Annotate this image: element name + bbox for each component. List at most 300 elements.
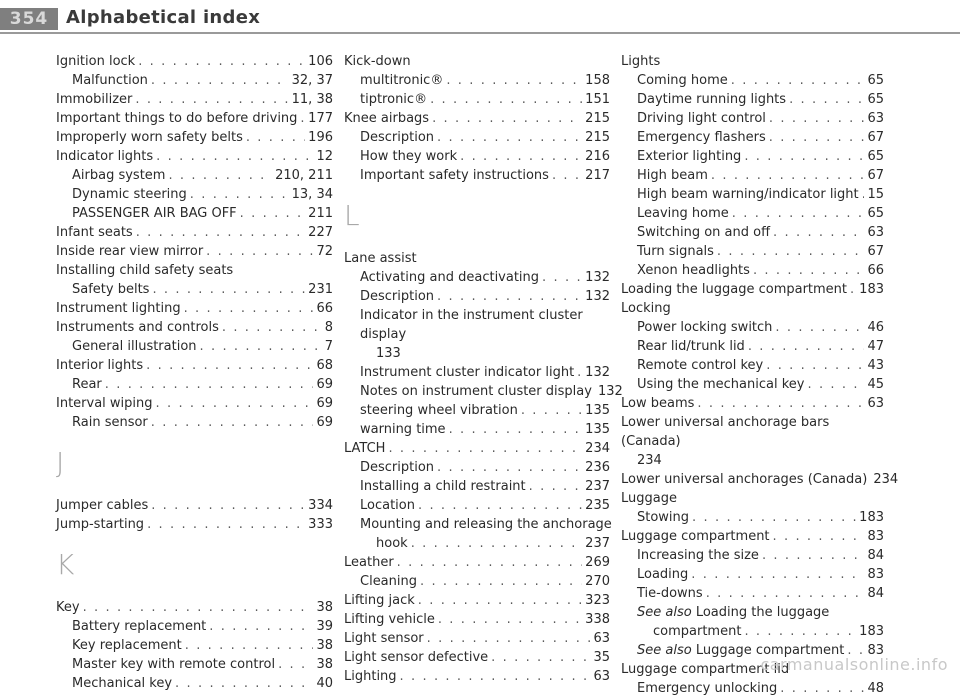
entry-text: Ignition lock	[56, 54, 136, 69]
index-subentry	[360, 128, 610, 147]
page-ref[interactable]: 133	[376, 346, 401, 361]
entry-text: Light sensor	[344, 631, 424, 646]
page-ref[interactable]: 67	[867, 168, 884, 183]
leader-dots	[552, 166, 582, 185]
page-ref[interactable]: 11, 38	[291, 92, 333, 107]
entry-text: Mounting and releasing the anchorage	[360, 517, 612, 532]
leader-dots	[577, 363, 582, 382]
leader-dots	[731, 71, 865, 90]
index-subentry	[637, 565, 884, 584]
leader-dots	[744, 147, 864, 166]
index-subentry	[72, 280, 333, 299]
index-subentry	[637, 147, 884, 166]
index-subentry	[637, 109, 884, 128]
index-entry	[621, 394, 884, 413]
page-ref[interactable]: 46	[867, 320, 884, 335]
entry-text: Coming home	[637, 73, 728, 88]
index-subentry	[72, 166, 333, 185]
leader-dots	[418, 496, 582, 515]
entry-text: Turn signals	[637, 244, 714, 259]
index-column-1	[56, 52, 333, 693]
leader-dots	[138, 52, 305, 71]
entry-text: Lifting jack	[344, 593, 415, 608]
page-ref[interactable]: 211	[308, 206, 333, 221]
page-ref[interactable]: 63	[867, 225, 884, 240]
index-entry	[344, 439, 610, 458]
page-ref[interactable]: 63	[867, 396, 884, 411]
entry-text: Stowing	[637, 510, 690, 525]
entry-text: Important safety instructions	[360, 168, 549, 183]
page-ref[interactable]: 235	[585, 498, 610, 513]
leader-dots	[246, 128, 305, 147]
page-ref[interactable]: 215	[585, 111, 610, 126]
page-ref[interactable]: 270	[585, 574, 610, 589]
leader-dots	[151, 496, 305, 515]
entry-text: Lane assist	[344, 251, 417, 266]
index-subentry	[637, 204, 884, 223]
entry-text: Daytime running lights	[637, 92, 787, 107]
entry-text: Activating and deactivating	[360, 270, 540, 285]
index-subentry	[360, 363, 610, 382]
leader-dots	[449, 420, 583, 439]
entry-text: PASSENGER AIR BAG OFF	[72, 206, 237, 221]
index-subentry	[72, 204, 333, 223]
page-ref[interactable]: 66	[316, 301, 333, 316]
index-subentry	[637, 71, 884, 90]
index-subentry	[360, 287, 610, 306]
page-ref[interactable]: 234	[873, 472, 899, 487]
leader-dots	[862, 185, 865, 204]
index-subentry	[360, 401, 610, 420]
entry-text: High beam	[637, 168, 708, 183]
index-subentry	[637, 166, 884, 185]
leader-dots	[769, 109, 865, 128]
index-entry	[344, 648, 610, 667]
index-entry	[621, 299, 884, 318]
index-subentry	[637, 603, 884, 622]
leader-dots	[732, 204, 865, 223]
leader-dots	[151, 71, 289, 90]
leader-dots	[773, 527, 865, 546]
index-subentry	[637, 508, 884, 527]
leader-dots	[206, 242, 313, 261]
header-divider	[0, 32, 960, 34]
index-entry	[344, 249, 610, 268]
index-subentry	[72, 375, 333, 394]
leader-dots	[692, 508, 856, 527]
page-ref[interactable]: 151	[585, 92, 610, 107]
leader-dots	[775, 318, 864, 337]
entry-text: Safety belts	[72, 282, 150, 297]
page-ref[interactable]: 8	[324, 320, 333, 335]
entry-text: Leather	[344, 555, 394, 570]
leader-dots	[460, 147, 582, 166]
page-ref[interactable]: 234	[585, 441, 610, 456]
page-ref[interactable]: 217	[585, 168, 610, 183]
page-ref[interactable]: 38	[316, 657, 333, 672]
page-ref[interactable]: 48	[867, 681, 884, 696]
index-subentry	[637, 261, 884, 280]
index-subentry	[637, 318, 884, 337]
leader-dots	[156, 147, 313, 166]
page-ref[interactable]: 39	[316, 619, 333, 634]
index-letter-heading: J	[56, 446, 65, 479]
index-subentry	[360, 496, 610, 515]
page-ref[interactable]: 135	[585, 422, 610, 437]
leader-dots	[850, 280, 856, 299]
page-ref[interactable]: 67	[867, 244, 884, 259]
entry-text: Installing child safety seats	[56, 263, 234, 278]
page-ref[interactable]: 83	[867, 529, 884, 544]
page-ref[interactable]: 135	[585, 403, 610, 418]
page-ref[interactable]: 333	[308, 517, 333, 532]
page-ref[interactable]: 132	[585, 289, 610, 304]
leader-dots	[185, 636, 314, 655]
leader-dots	[437, 287, 582, 306]
leader-dots	[147, 515, 305, 534]
page-ref[interactable]: 66	[867, 263, 884, 278]
entry-text: Tie-downs	[637, 586, 703, 601]
index-entry	[56, 394, 333, 413]
index-entry	[621, 52, 884, 71]
index-subentry	[360, 166, 610, 185]
page-ref[interactable]: 132	[585, 270, 610, 285]
index-subentry	[360, 420, 610, 439]
entry-text: Power locking switch	[637, 320, 773, 335]
page-ref[interactable]: 234	[637, 453, 662, 468]
entry-text: Instruments and controls	[56, 320, 219, 335]
page-ref[interactable]: 183	[859, 510, 884, 525]
entry-text: Indicator in the instrument cluster display	[360, 308, 583, 342]
index-entry	[56, 356, 333, 375]
entry-text: multitronic®	[360, 73, 444, 88]
entry-text: Knee airbags	[344, 111, 430, 126]
index-entry	[56, 90, 333, 109]
leader-dots	[697, 394, 864, 413]
entry-text: General illustration	[72, 339, 197, 354]
entry-text: Important things to do before driving	[56, 111, 298, 126]
page-ref[interactable]: 65	[867, 206, 884, 221]
index-subentry	[72, 636, 333, 655]
page-ref[interactable]: 84	[867, 586, 884, 601]
index-subentry	[72, 337, 333, 356]
leader-dots	[151, 413, 314, 432]
leader-dots	[136, 223, 305, 242]
entry-text: Luggage compartment	[621, 529, 770, 544]
entry-text: Emergency flashers	[637, 130, 766, 145]
index-entry	[621, 470, 899, 489]
see-also-label: See also	[637, 643, 692, 658]
page-ref[interactable]: 15	[867, 187, 884, 202]
leader-dots	[135, 90, 288, 109]
entry-text: Improperly worn safety belts	[56, 130, 243, 145]
page-ref[interactable]: 7	[324, 339, 333, 354]
index-subentry	[72, 185, 333, 204]
entry-text: Driving light control	[637, 111, 766, 126]
leader-dots	[209, 617, 313, 636]
page-ref[interactable]: 32, 37	[291, 73, 333, 88]
index-entry	[344, 629, 610, 648]
leader-dots	[222, 318, 322, 337]
entry-text: Description	[360, 130, 435, 145]
index-subentry	[637, 185, 884, 204]
page-ref[interactable]: 183	[859, 624, 884, 639]
entry-text: Locking	[621, 301, 671, 316]
leader-dots	[491, 648, 590, 667]
page-ref[interactable]: 237	[585, 536, 610, 551]
page-ref[interactable]: 40	[316, 676, 333, 691]
index-subentry	[376, 534, 610, 553]
index-subentry	[72, 71, 333, 90]
page-ref[interactable]: 132	[585, 365, 610, 380]
leader-dots	[184, 299, 314, 318]
entry-text: Xenon headlights	[637, 263, 750, 278]
entry-text: warning time	[360, 422, 446, 437]
index-entry	[344, 610, 610, 629]
leader-dots	[200, 337, 322, 356]
entry-text: Lights	[621, 54, 661, 69]
entry-text: Inside rear view mirror	[56, 244, 204, 259]
index-entry	[56, 261, 333, 280]
index-entry	[344, 52, 610, 71]
page-ref[interactable]: 237	[585, 479, 610, 494]
index-subentry	[637, 584, 884, 603]
leader-dots	[773, 223, 864, 242]
index-entry	[56, 515, 333, 534]
entry-text: How they work	[360, 149, 458, 164]
entry-text: Luggage compartment	[695, 643, 845, 658]
entry-text: Rain sensor	[72, 415, 148, 430]
index-subentry	[637, 90, 884, 109]
index-subentry	[72, 674, 333, 693]
page-ref[interactable]: 12	[316, 149, 333, 164]
leader-dots	[420, 572, 582, 591]
page-ref[interactable]: 38	[316, 638, 333, 653]
leader-dots	[430, 90, 582, 109]
page-ref[interactable]: 65	[867, 149, 884, 164]
entry-text: Cleaning	[360, 574, 417, 589]
page-ref[interactable]: 84	[867, 548, 884, 563]
entry-text: Remote control key	[637, 358, 764, 373]
leader-dots	[168, 166, 272, 185]
page-ref[interactable]: 334	[308, 498, 333, 513]
leader-dots	[240, 204, 306, 223]
entry-text: Malfunction	[72, 73, 148, 88]
index-subentry	[360, 382, 623, 401]
page-ref[interactable]: 63	[593, 669, 610, 684]
index-entry	[344, 667, 610, 686]
leader-dots	[388, 439, 582, 458]
entry-text: Instrument lighting	[56, 301, 181, 316]
entry-text: Light sensor defective	[344, 650, 489, 665]
entry-text: Lighting	[344, 669, 397, 684]
page-ref[interactable]: 65	[867, 92, 884, 107]
entry-text: Increasing the size	[637, 548, 759, 563]
leader-dots	[753, 261, 865, 280]
leader-dots	[400, 667, 591, 686]
page-ref[interactable]: 106	[308, 54, 333, 69]
index-entry	[621, 489, 884, 508]
leader-dots	[83, 598, 314, 617]
index-subentry	[360, 147, 610, 166]
index-entry	[56, 242, 333, 261]
index-subentry	[360, 268, 610, 287]
index-letter-heading: K	[56, 548, 75, 581]
leader-dots	[748, 337, 865, 356]
index-subentry	[637, 356, 884, 375]
index-letter-heading: L	[344, 199, 360, 232]
entry-text: Loading	[637, 567, 689, 582]
leader-dots	[105, 375, 314, 394]
entry-text: Airbag system	[72, 168, 166, 183]
page-ref[interactable]: 158	[585, 73, 610, 88]
page-title: Alphabetical index	[66, 7, 261, 28]
leader-dots	[691, 565, 864, 584]
entry-text: Infant seats	[56, 225, 133, 240]
index-subentry	[72, 617, 333, 636]
index-subentry	[360, 458, 610, 477]
page-ref[interactable]: 215	[585, 130, 610, 145]
entry-text: Using the mechanical key	[637, 377, 805, 392]
entry-text: Immobilizer	[56, 92, 133, 107]
page-ref[interactable]: 63	[867, 111, 884, 126]
leader-dots	[542, 268, 582, 287]
page-ref[interactable]: 69	[316, 415, 333, 430]
page-ref[interactable]: 47	[867, 339, 884, 354]
page-ref[interactable]: 68	[316, 358, 333, 373]
index-entry	[344, 591, 610, 610]
entry-text: LATCH	[344, 441, 386, 456]
page-ref[interactable]: 65	[867, 73, 884, 88]
index-subentry	[637, 679, 884, 698]
leader-dots	[711, 166, 865, 185]
page-ref[interactable]: 69	[316, 377, 333, 392]
leader-dots	[807, 375, 864, 394]
leader-dots	[300, 109, 305, 128]
entry-text: Switching on and off	[637, 225, 771, 240]
page-ref[interactable]: 269	[585, 555, 610, 570]
entry-text: Leaving home	[637, 206, 729, 221]
index-subentry	[360, 477, 610, 496]
leader-dots	[446, 71, 582, 90]
page-ref[interactable]: 210, 211	[275, 168, 333, 183]
entry-text: Master key with remote control	[72, 657, 276, 672]
entry-text: Low beams	[621, 396, 695, 411]
page-ref[interactable]: 43	[867, 358, 884, 373]
index-subentry	[637, 223, 884, 242]
entry-text: Rear lid/trunk lid	[637, 339, 745, 354]
leader-dots	[521, 401, 582, 420]
page-ref[interactable]: 13, 34	[291, 187, 333, 202]
index-column-2	[344, 52, 623, 686]
page-ref[interactable]: 69	[316, 396, 333, 411]
page-ref[interactable]: 38	[316, 600, 333, 615]
leader-dots	[432, 109, 582, 128]
entry-text: Rear	[72, 377, 102, 392]
entry-text: Interior lights	[56, 358, 144, 373]
entry-text: Interval wiping	[56, 396, 153, 411]
entry-text: Instrument cluster indicator light	[360, 365, 575, 380]
index-entry	[56, 52, 333, 71]
entry-text: Loading the luggage compartment	[621, 282, 848, 297]
index-entry	[621, 527, 884, 546]
page-ref[interactable]: 83	[867, 567, 884, 582]
entry-text: Kick-down	[344, 54, 411, 69]
index-subentry	[72, 655, 333, 674]
page-ref[interactable]: 323	[585, 593, 610, 608]
entry-text: Exterior lighting	[637, 149, 742, 164]
page-ref[interactable]: 45	[867, 377, 884, 392]
leader-dots	[146, 356, 313, 375]
entry-text: Lower universal anchorages (Canada)	[621, 472, 868, 487]
index-subentry	[637, 337, 884, 356]
leader-dots	[717, 242, 865, 261]
page-ref[interactable]: 63	[593, 631, 610, 646]
leader-dots	[152, 280, 305, 299]
leader-dots	[397, 553, 583, 572]
entry-text: compartment	[653, 624, 742, 639]
entry-text: Key replacement	[72, 638, 182, 653]
leader-dots	[529, 477, 583, 496]
page-ref[interactable]: 67	[867, 130, 884, 145]
index-subentry	[637, 242, 884, 261]
page-ref[interactable]: 216	[585, 149, 610, 164]
page-ref[interactable]: 83	[867, 643, 884, 658]
page-ref[interactable]: 72	[316, 244, 333, 259]
entry-text: High beam warning/indicator light	[637, 187, 859, 202]
index-subentry	[360, 515, 610, 534]
page-header	[0, 0, 960, 38]
page-ref[interactable]: 236	[585, 460, 610, 475]
page-ref[interactable]: 231	[308, 282, 333, 297]
entry-text: Luggage	[621, 491, 677, 506]
leader-dots	[411, 534, 582, 553]
entry-text: Luggage compartment lid	[621, 662, 790, 677]
index-entry	[344, 109, 610, 128]
index-subentry	[360, 572, 610, 591]
leader-dots	[190, 185, 289, 204]
leader-dots	[706, 584, 865, 603]
page-ref[interactable]: 338	[585, 612, 610, 627]
page-ref[interactable]: 196	[308, 130, 333, 145]
leader-dots	[780, 679, 864, 698]
index-subentry	[360, 306, 610, 363]
leader-dots	[437, 128, 582, 147]
page-ref[interactable]: 183	[859, 282, 884, 297]
leader-dots	[418, 591, 582, 610]
index-subentry	[360, 71, 610, 90]
entry-text: Emergency unlocking	[637, 681, 778, 696]
page-ref[interactable]: 177	[308, 111, 333, 126]
page-ref[interactable]: 35	[593, 650, 610, 665]
entry-text: Description	[360, 460, 435, 475]
page-ref[interactable]: 227	[308, 225, 333, 240]
index-subentry	[637, 546, 884, 565]
entry-text: Jumper cables	[56, 498, 149, 513]
leader-dots	[769, 128, 865, 147]
index-entry	[56, 128, 333, 147]
see-also-label: See also	[637, 605, 692, 620]
page-ref[interactable]: 132	[597, 384, 623, 399]
leader-dots	[744, 622, 856, 641]
index-entry	[621, 280, 884, 299]
watermark: carmanualsonline.info	[760, 655, 948, 674]
index-entry	[56, 496, 333, 515]
index-entry	[344, 553, 610, 572]
entry-text: Installing a child restraint	[360, 479, 526, 494]
index-entry	[56, 598, 333, 617]
entry-text: steering wheel vibration	[360, 403, 518, 418]
